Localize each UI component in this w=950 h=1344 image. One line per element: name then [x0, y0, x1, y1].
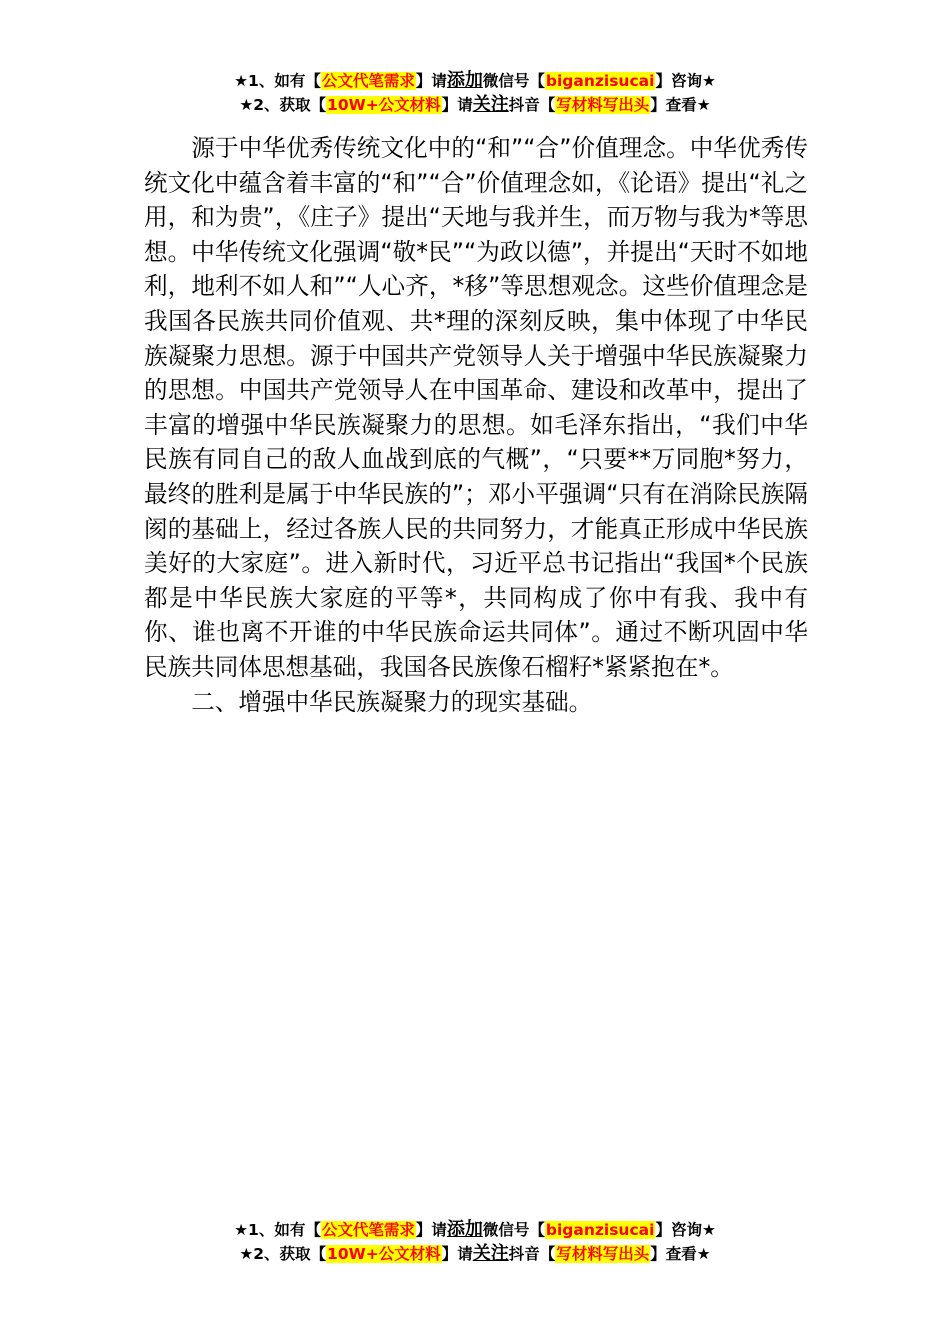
document-body: [144, 131, 808, 719]
highlight-wechat-id: biganzisucai: [545, 72, 655, 90]
highlight-wechat-id: biganzisucai: [545, 1221, 655, 1239]
header-banner: [0, 69, 950, 117]
highlight-douyin: 写材料写出头: [556, 96, 650, 114]
highlight-service: 公文代笔需求: [321, 72, 415, 90]
banner-line-2: ★2、获取【10W+公文材料】请关注抖音【写材料写出头】查看★: [239, 94, 711, 115]
banner-line-1: ★1、如有【公文代笔需求】请添加微信号【biganzisucai】咨询★: [234, 1219, 716, 1240]
banner-line-2: ★2、获取【10W+公文材料】请关注抖音【写材料写出头】查看★: [239, 1243, 711, 1264]
highlight-douyin: 写材料写出头: [556, 1245, 650, 1263]
highlight-materials: 10W+公文材料: [327, 96, 441, 114]
footer-banner: [0, 1218, 950, 1266]
highlight-service: 公文代笔需求: [321, 1221, 415, 1239]
highlight-materials: 10W+公文材料: [327, 1245, 441, 1263]
banner-line-1: ★1、如有【公文代笔需求】请添加微信号【biganzisucai】咨询★: [234, 70, 716, 91]
paragraph-1: 源于中华优秀传统文化中的“和”“合”价值理念。中华优秀传统文化中蕴含着丰富的“和”“合”价值理念如，《论语》提出“礼之用，和为贵”，《庄子》提出“天地与我并生，而万物与我为*等思想。中华传统文化强调“敬*民”“为政以德”，并提出“天时不如地利，地利不如人和”“人心齐，*移”等思想观念。这些价值理念是我国各民族共同价值观、共*理的深刻反映，集中体现了中华民族凝聚力思想。源于中国共产党领导人关于增强中华民族凝聚力的思想。中国共产党领导人在中国革命、建设和改革中，提出了丰富的增强中华民族凝聚力的思想。如毛泽东指出，“我们中华民族有同自己的敌人血战到底的气概”，“只要**万同胞*努力，最终的胜利是属于中华民族的”；邓小平强调“只有在消除民族隔阂的基础上，经过各族人民的共同努力，才能真正形成中华民族美好的大家庭”。进入新时代，习近平总书记指出“我国*个民族都是中华民族大家庭的平等*，共同构成了你中有我、我中有你、谁也离不开谁的中华民族命运共同体”。通过不断巩固中华民族共同体思想基础，我国各民族像石榴籽*紧紧抱在*。: [144, 134, 808, 681]
paragraph-2: 二、增强中华民族凝聚力的现实基础。: [191, 687, 593, 716]
